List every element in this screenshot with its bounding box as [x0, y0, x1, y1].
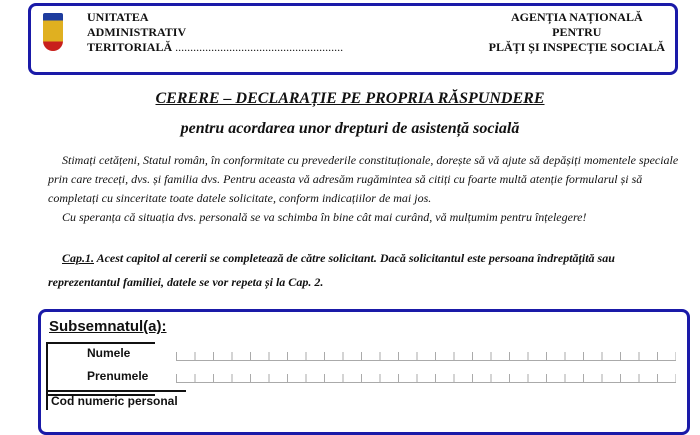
header-right [489, 10, 665, 55]
header-right-line: AGENȚIA NAȚIONALĂ [510, 10, 643, 24]
intro-text [48, 151, 688, 227]
romania-coat-of-arms-icon [43, 13, 63, 51]
header-dots: ........................................................ [175, 40, 344, 54]
applicant-form-box [38, 309, 690, 435]
intro-paragraph: Stimați cetățeni, Statul român, în conformitate cu prevederile constituționale, dorește să vă ajute să depășiți momentele speciale prin care treceți, dvs. și familia dvs. Pentru aceasta vă adresăm rugămintea să citiți cu foarte multă atenție formularul și să completați cu sinceritate toate datele solicitate, conform indicațiilor de mai jos. [48, 153, 679, 205]
header-box [28, 3, 678, 75]
chapter-1-note [48, 246, 688, 294]
header-right-line: PENTRU [552, 25, 602, 39]
header-left [87, 10, 343, 55]
cnp-label: Cod numeric personal [46, 390, 186, 410]
chapter-text: Acest capitol al cererii se completează de către solicitant. Dacă solicitantul este persoana îndreptățită sau reprezentantul familiei, datele se vor repeta și la Cap. 2. [48, 251, 615, 289]
last-name-label: Numele [87, 346, 131, 360]
document-subtitle: pentru acordarea unor drepturi de asistență socială [180, 120, 520, 137]
chapter-label: Cap.1. [62, 251, 95, 265]
header-left-line: TERITORIALĂ [87, 40, 173, 54]
header-left-line: UNITATEA [87, 10, 149, 24]
header-right-line: PLĂȚI ȘI INSPECȚIE SOCIALĂ [488, 40, 665, 54]
first-name-input[interactable] [176, 374, 676, 383]
header-left-line: ADMINISTRATIV [87, 25, 187, 39]
last-name-input[interactable] [176, 352, 676, 361]
form-heading: Subsemnatul(a): [49, 318, 167, 335]
intro-paragraph: Cu speranța că situația dvs. personală se va schimba în bine cât mai curând, vă mulțumim pentru înțelegere! [62, 210, 587, 224]
document-title: CERERE – DECLARAȚIE PE PROPRIA RĂSPUNDERE [155, 90, 545, 107]
first-name-label: Prenumele [87, 369, 149, 383]
